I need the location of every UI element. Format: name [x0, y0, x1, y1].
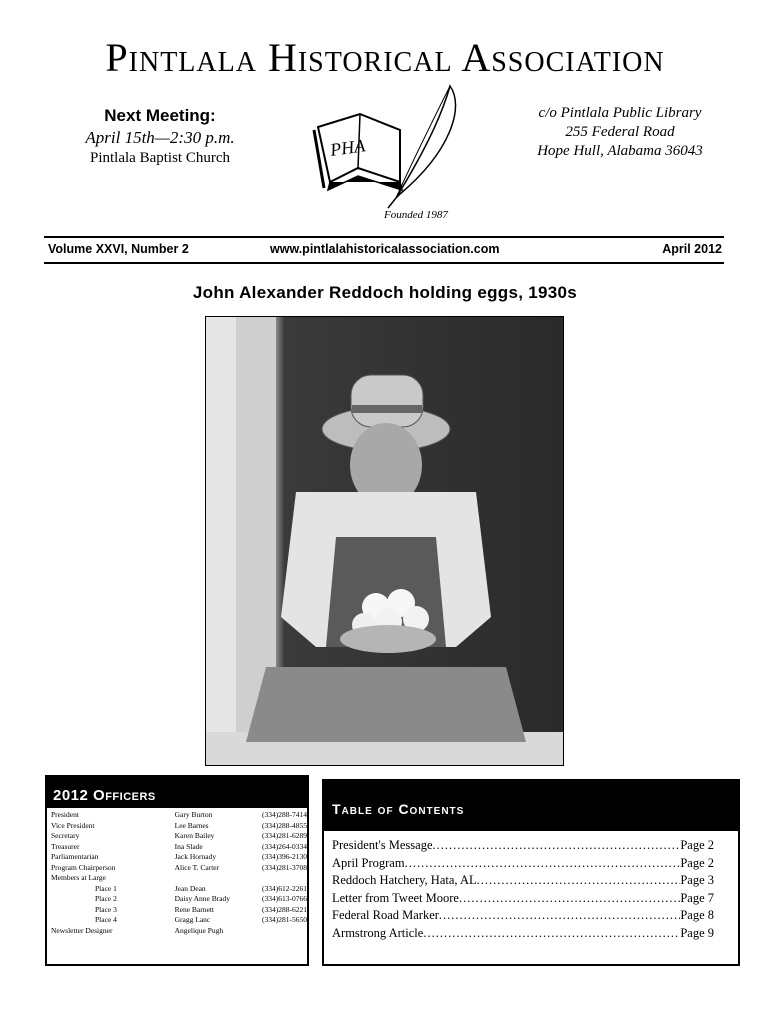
- toc-item-page: Page 2: [680, 838, 714, 852]
- toc-item[interactable]: [332, 907, 714, 925]
- officer-phone: (334)281-5650: [262, 915, 307, 924]
- officer-row: [51, 821, 307, 832]
- toc-leader-dots: [405, 855, 681, 873]
- officer-row: [51, 831, 307, 842]
- officer-phone: (334)288-6221: [262, 904, 307, 914]
- officer-row: [51, 926, 307, 937]
- officer-phone: (334)288-7414: [262, 810, 307, 819]
- toc-item-title: Armstrong Article: [332, 925, 424, 940]
- photo-headline: John Alexander Reddoch holding eggs, 1930s: [192, 283, 578, 302]
- officer-row: [51, 894, 307, 905]
- officer-name: Alice T. Carter: [174, 862, 220, 872]
- officer-phone: (334)281-6289: [262, 831, 307, 840]
- address-line-1: c/o Pintlala Public Library: [538, 105, 702, 121]
- officer-row: [51, 905, 307, 916]
- book-and-quill-icon: [300, 82, 470, 227]
- toc-leader-dots: [459, 890, 680, 908]
- officer-name: Jean Dean: [174, 883, 206, 893]
- logo-founded: Founded 1987: [384, 209, 448, 221]
- bottom-rule: [44, 262, 724, 264]
- officer-role: President: [51, 810, 79, 819]
- toc-title: Table of Contents: [324, 781, 738, 831]
- officer-name: Daisy Anne Brady: [174, 894, 231, 903]
- officer-role: Place 2: [95, 894, 117, 903]
- officer-role: Vice President: [51, 820, 95, 830]
- officer-role: Newsletter Designer: [51, 925, 113, 935]
- cover-photo: [205, 316, 564, 766]
- officer-phone: (334)612-2261: [262, 883, 307, 893]
- toc-item-title: Federal Road Marker: [332, 908, 439, 923]
- officer-row: [51, 852, 307, 863]
- toc-list: [324, 837, 738, 943]
- toc-item-page: Page 2: [680, 855, 714, 870]
- officer-row: [51, 884, 307, 895]
- logo-monogram: PHA: [328, 135, 367, 160]
- officer-name: Ina Slade: [174, 841, 203, 851]
- officer-role: Place 4: [95, 915, 117, 924]
- officer-row: [51, 842, 307, 853]
- meeting-location: Pintlala Baptist Church: [90, 150, 230, 166]
- issue-info-bar: [44, 241, 724, 261]
- toc-item-title: President's Message: [332, 838, 433, 852]
- toc-item-page: Page 3: [680, 873, 714, 888]
- officer-name: Angelique Pugh: [174, 925, 224, 935]
- officer-role: Place 1: [95, 883, 117, 893]
- officer-name: Rene Barnett: [174, 904, 214, 914]
- newsletter-masthead: Pintlala Historical Association: [105, 35, 665, 80]
- address-line-2: 255 Federal Road: [565, 124, 675, 140]
- officers-title: 2012 Officers: [47, 777, 307, 808]
- toc-leader-dots: [439, 907, 680, 925]
- officer-row: [51, 915, 307, 926]
- toc-item-title: Letter from Tweet Moore: [332, 890, 459, 905]
- officer-name: Jack Hornady: [174, 852, 217, 861]
- officer-role: Secretary: [51, 831, 80, 840]
- toc-item-page: Page 7: [680, 890, 714, 905]
- officer-phone: (334)396-2130: [262, 852, 307, 861]
- officer-phone: (334)281-3708: [262, 862, 307, 872]
- toc-item[interactable]: [332, 925, 714, 943]
- toc-item[interactable]: [332, 855, 714, 873]
- officer-role: Members at Large: [51, 873, 106, 882]
- officer-name: Gary Burton: [174, 810, 213, 819]
- officers-table: [51, 810, 307, 936]
- officer-name: Karen Bailey: [174, 831, 215, 840]
- officer-row: [51, 863, 307, 874]
- toc-item[interactable]: [332, 890, 714, 908]
- officer-phone: (334)264-0334: [262, 841, 307, 851]
- officer-phone: (334)613-0766: [262, 894, 307, 903]
- toc-item[interactable]: [332, 837, 714, 855]
- next-meeting-block: [60, 106, 260, 167]
- officer-name: Gragg Lanc: [174, 915, 211, 924]
- officer-role: Treasurer: [51, 841, 80, 851]
- mailing-address: [520, 104, 720, 161]
- toc-leader-dots: [433, 837, 681, 855]
- toc-item-page: Page 9: [680, 925, 714, 940]
- officer-role: Program Chairperson: [51, 862, 116, 872]
- officers-box: [45, 775, 309, 966]
- top-rule: [44, 236, 724, 238]
- toc-item-title: April Program: [332, 855, 405, 870]
- officer-phone: (334)288-4855: [262, 820, 307, 830]
- toc-leader-dots: [477, 872, 681, 890]
- toc-item[interactable]: [332, 872, 714, 890]
- toc-item-page: Page 8: [680, 908, 714, 923]
- officer-role: Parliamentarian: [51, 852, 99, 861]
- next-meeting-label: Next Meeting:: [104, 106, 216, 125]
- officer-name: Lee Barnes: [174, 820, 209, 830]
- website-link[interactable]: www.pintlalahistoricalassociation.com: [270, 242, 500, 256]
- officer-row: [51, 873, 307, 884]
- officer-phone: [262, 926, 307, 937]
- toc-leader-dots: [423, 925, 680, 943]
- issue-date: April 2012: [662, 242, 722, 256]
- officer-name: [175, 873, 262, 884]
- officer-phone: [262, 873, 307, 884]
- table-of-contents-box: [322, 779, 740, 966]
- meeting-time: April 15th—2:30 p.m.: [85, 128, 235, 147]
- officer-row: [51, 810, 307, 821]
- officer-role: Place 3: [95, 904, 117, 914]
- volume-number: Volume XXVI, Number 2: [48, 242, 189, 256]
- address-line-3: Hope Hull, Alabama 36043: [537, 143, 703, 159]
- toc-item-title: Reddoch Hatchery, Hata, AL: [332, 873, 477, 888]
